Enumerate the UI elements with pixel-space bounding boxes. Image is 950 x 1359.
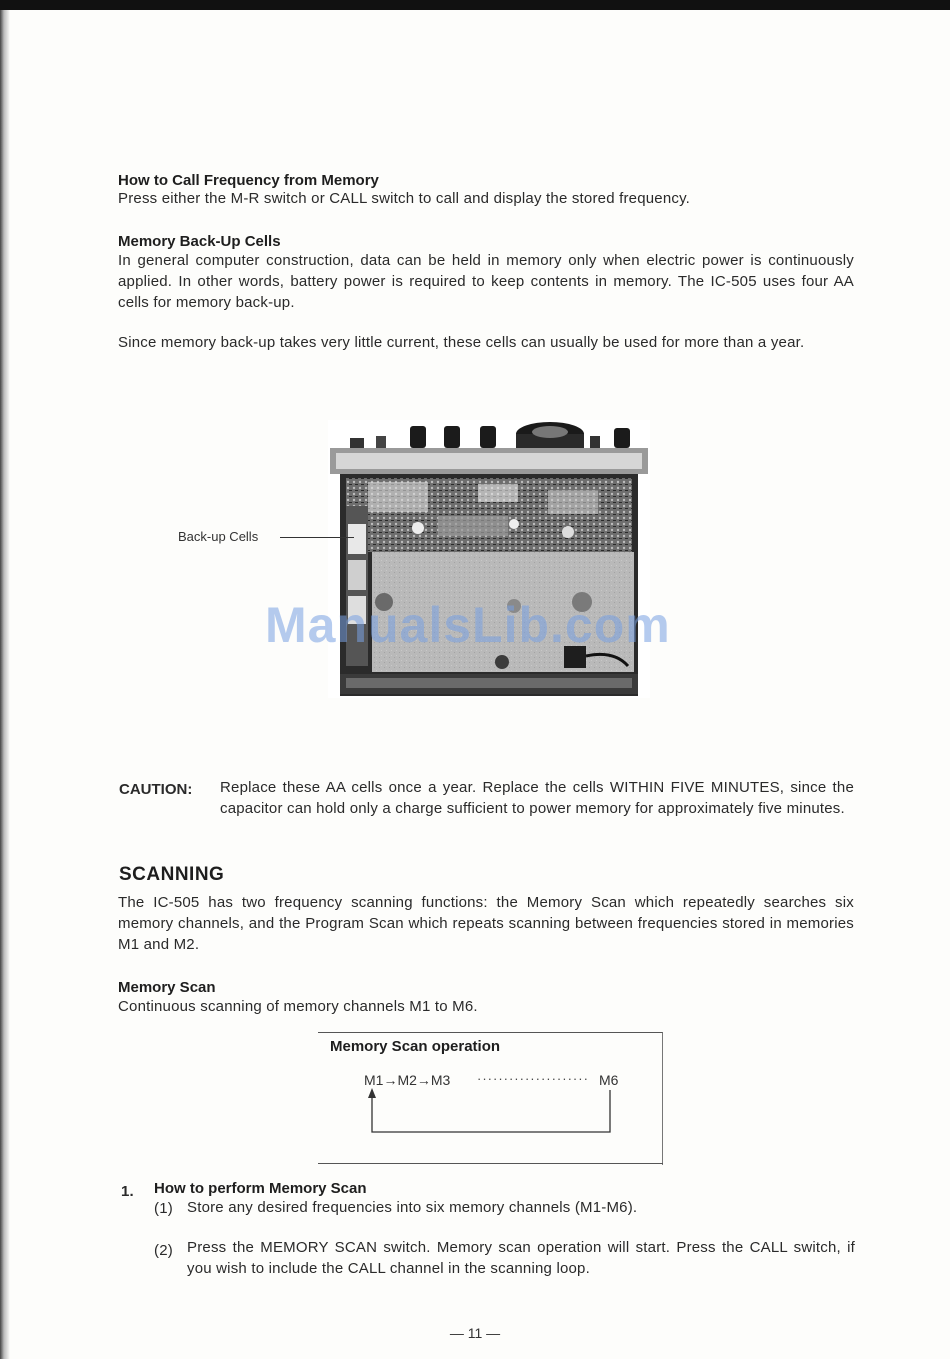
call-text: Press either the M-R switch or CALL switch to call and display the stored frequency. — [118, 190, 691, 207]
watermark: ManualsLib.com — [265, 597, 671, 653]
flow-end: M6 — [599, 1072, 619, 1088]
backup-cells-leader-line — [280, 537, 354, 538]
step-heading: How to perform Memory Scan — [154, 1180, 367, 1197]
step-1-text: Store any desired frequencies into six memory channels (M1-M6). — [187, 1199, 638, 1216]
step-2-number: (2) — [154, 1242, 173, 1259]
caution-text: Replace these AA cells once a year. Replace the cells WITHIN FIVE MINUTES, since the capacitor can hold only a charge sufficient to power memory for approximately five minutes. — [220, 779, 854, 817]
memory-scan-operation-title: Memory Scan operation — [330, 1038, 501, 1055]
memory-scan-text: Continuous scanning of memory channels M1 to M6. — [118, 998, 478, 1015]
backup-text-1: In general computer construction, data can be held in memory only when electric power is continuously applied. In other words, battery power is required to keep contents in memory. The IC-505 uses four AA cells for memory back-up. — [118, 252, 854, 311]
scanning-heading: SCANNING — [119, 864, 225, 885]
scan-top-edge — [0, 0, 950, 10]
scan-left-edge — [0, 10, 10, 1359]
loop-arrow-diagram — [360, 1086, 620, 1138]
flow-dots: ····················· — [477, 1071, 589, 1086]
call-heading: How to Call Frequency from Memory — [118, 172, 379, 189]
chassis-photo — [328, 420, 650, 698]
box-bottom-rule — [318, 1163, 663, 1164]
step-number: 1. — [121, 1183, 134, 1200]
backup-cells-label: Back-up Cells — [178, 529, 259, 544]
step-2-text: Press the MEMORY SCAN switch. Memory scan operation will start. Press the CALL switch, if you wish to include the CALL channel in the scanning loop. — [187, 1239, 855, 1277]
page-number: — 11 — — [449, 1325, 501, 1341]
scanning-text: The IC-505 has two frequency scanning functions: the Memory Scan which repeatedly searches six memory channels, and the Program Scan which repeats scanning between frequencies stored in memories M1 and M2. — [118, 894, 854, 953]
step-1-number: (1) — [154, 1200, 173, 1217]
memory-scan-heading: Memory Scan — [118, 979, 216, 996]
flow-start: M1→M2→M3 — [364, 1072, 451, 1088]
caution-label: CAUTION: — [119, 781, 193, 798]
backup-text-2: Since memory back-up takes very little current, these cells can usually be used for more than a year. — [118, 334, 805, 351]
backup-heading: Memory Back-Up Cells — [118, 233, 281, 250]
